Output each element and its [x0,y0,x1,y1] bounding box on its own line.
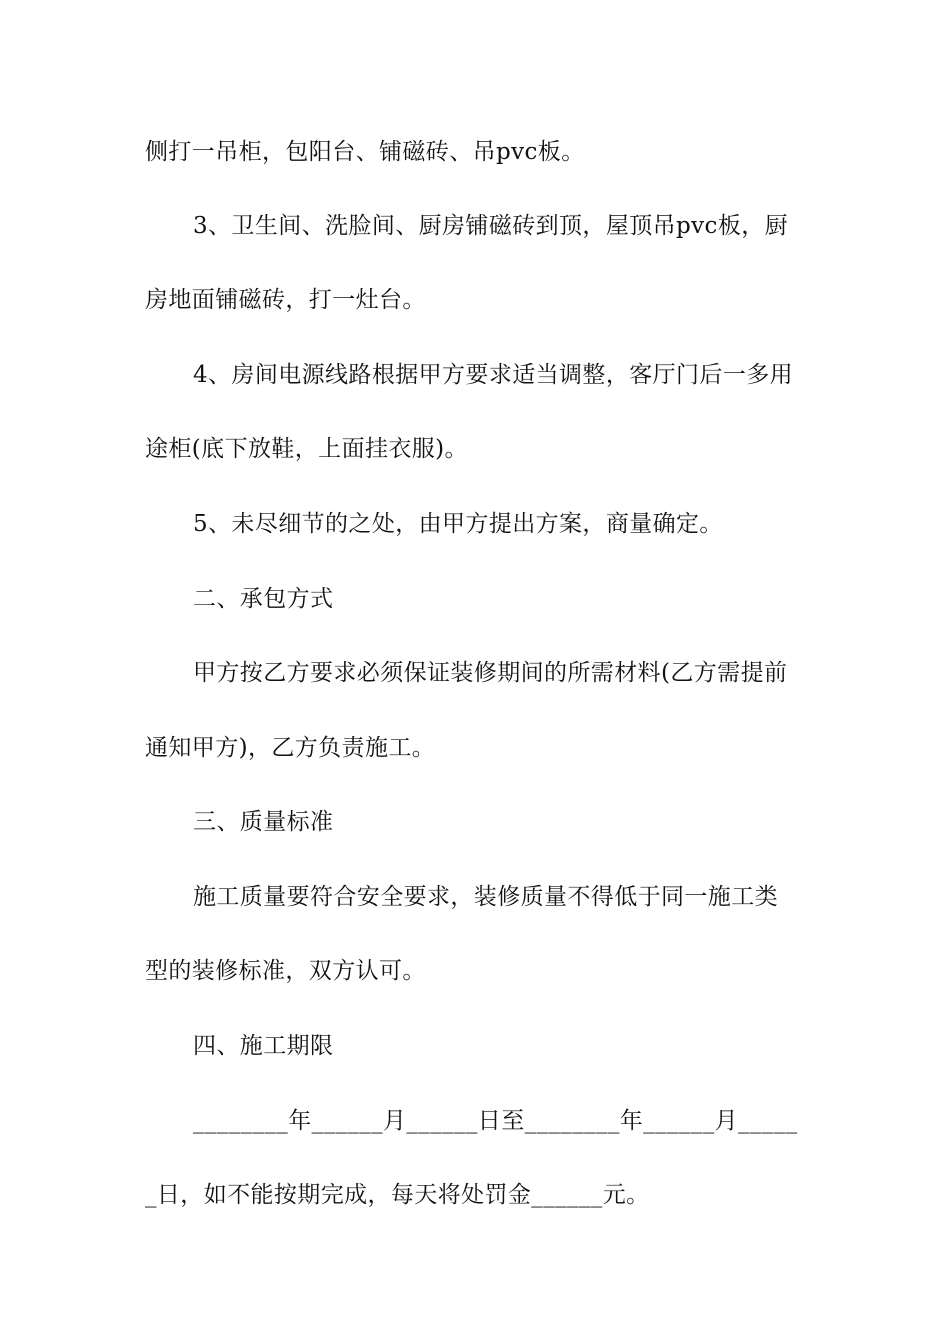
paragraph-line-11: 施工质量要符合安全要求，装修质量不得低于同一施工类 [193,884,778,910]
section-heading-quality-standard: 三、质量标准 [193,809,334,835]
penalty-blank-line: _日，如不能按期完成，每天将处罚金______元。 [145,1182,650,1208]
paragraph-line-1: 侧打一吊柜，包阳台、铺磁砖、吊pvc板。 [145,139,585,165]
date-blank-line: ________年______月______日至________年______月_____ [193,1108,798,1134]
paragraph-line-6: 5、未尽细节的之处，由甲方提出方案，商量确定。 [193,511,723,537]
paragraph-line-3: 房地面铺磁砖，打一灶台。 [145,287,426,313]
paragraph-line-9: 通知甲方)，乙方负责施工。 [145,735,436,761]
paragraph-line-2: 3、卫生间、洗脸间、厨房铺磁砖到顶，屋顶吊pvc板，厨 [193,213,789,239]
paragraph-line-12: 型的装修标准，双方认可。 [145,958,426,984]
paragraph-line-8: 甲方按乙方要求必须保证装修期间的所需材料(乙方需提前 [193,660,788,686]
section-heading-contract-method: 二、承包方式 [193,586,334,612]
paragraph-line-4: 4、房间电源线路根据甲方要求适当调整，客厅门后一多用 [193,362,794,388]
section-heading-construction-period: 四、施工期限 [193,1033,334,1059]
paragraph-line-5: 途柜(底下放鞋，上面挂衣服)。 [145,436,468,462]
